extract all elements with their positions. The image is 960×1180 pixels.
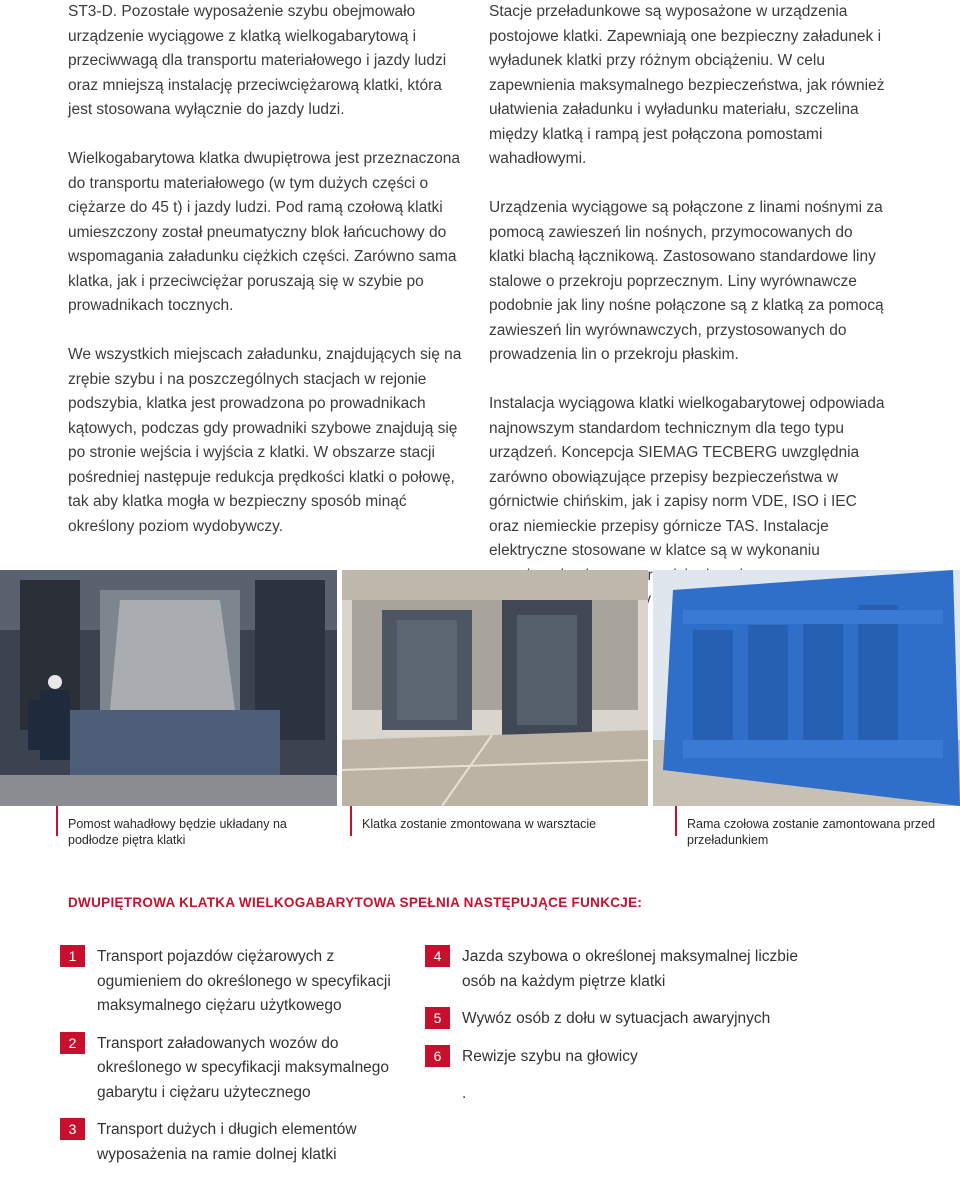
list-item xyxy=(425,1007,825,1032)
paragraph: Urządzenia wyciągowe są połączone z linami nośnymi za pomocą zawieszeń lin nośnych, przymocowanych do klatki blachą łącznikową. Zastosowano standardowe liny stalowe o przekroju poprzecznym. Liny wyrównawcze podobnie jak liny nośne połączone są z klatką za pomocą zawieszeń lin wyrównawczych, przystosowanych do prowadzenia lin o przekroju płaskim. xyxy=(489,199,884,363)
photo-cage-workshop xyxy=(342,570,648,806)
functions-heading: DWUPIĘTROWA KLATKA WIELKOGABARYTOWA SPEŁNIA NASTĘPUJĄCE FUNKCJE: xyxy=(68,895,643,910)
item-text: Wywóz osób z dołu w sytuacjach awaryjnych xyxy=(462,1010,771,1027)
right-text-column xyxy=(489,0,889,637)
list-item xyxy=(60,1118,420,1167)
left-text-column xyxy=(68,0,463,564)
trailing-mark: . xyxy=(462,1085,467,1102)
item-number: 2 xyxy=(60,1032,85,1054)
item-number: 3 xyxy=(60,1118,85,1140)
functions-list-left xyxy=(60,945,420,1180)
item-number: 1 xyxy=(60,945,85,967)
paragraph: ST3-D. Pozostałe wyposażenie szybu obejmowało urządzenie wyciągowe z klatką wielkogabarytową i przeciwwagą dla transportu materiałowego i jazdy ludzi oraz mniejszą instalację przeciwciężarową klatki, która jest stosowana wyłącznie do jazdy ludzi. xyxy=(68,3,447,118)
list-item xyxy=(60,1032,420,1106)
paragraph: Stacje przeładunkowe są wyposażone w urządzenia postojowe klatki. Zapewniają one bezpieczny załadunek i wyładunek klatki przy różnym obciążeniu. W celu zapewnienia maksymalnego bezpieczeństwa, jak również ułatwienia załadunku i wyładunku materiału, szczelina między klatką i rampą jest połączona pomostami wahadłowymi. xyxy=(489,3,885,167)
photo-swing-platform xyxy=(0,570,337,806)
item-text: Transport pojazdów ciężarowych z ogumieniem do określonego w specyfikacji maksymalnego ciężaru użytkowego xyxy=(97,948,391,1014)
paragraph: We wszystkich miejscach załadunku, znajdujących się na zrębie szybu i na poszczególnych stacjach w rejonie podszybia, klatka jest prowadzona po prowadnikach kątowych, podczas gdy prowadniki szybowe znajdują się po stronie wejścia i wyjścia z klatki. W obszarze stacji pośredniej następuje redukcja prędkości klatki o połowę, tak aby klatka mogła w bezpieczny sposób minąć określony poziom wydobywczy. xyxy=(68,346,462,535)
item-number: 4 xyxy=(425,945,450,967)
item-text: Transport dużych i długich elementów wyposażenia na ramie dolnej klatki xyxy=(97,1121,357,1163)
functions-list-right xyxy=(425,945,825,1107)
photo-caption: Klatka zostanie zmontowana w warsztacie xyxy=(350,806,650,832)
photo-caption: Rama czołowa zostanie zamontowana przed przeładunkiem xyxy=(675,806,955,848)
list-item xyxy=(60,945,420,1019)
item-number: 5 xyxy=(425,1007,450,1029)
photo-strip xyxy=(0,570,960,806)
item-text: Jazda szybowa o określonej maksymalnej liczbie osób na każdym piętrze klatki xyxy=(462,948,798,990)
list-item xyxy=(425,1045,825,1070)
item-text: Rewizje szybu na głowicy xyxy=(462,1047,638,1065)
item-text: Transport załadowanych wozów do określonego w specyfikacji maksymalnego gabarytu i ciężaru użytecznego xyxy=(97,1034,390,1101)
paragraph: Instalacja wyciągowa klatki wielkogabarytowej odpowiada najnowszym standardom technicznym dla tego typu urządzeń. Koncepcja SIEMAG TECBERG uwzględnia zarówno obowiązujące przepisy bezpieczeństwa w górnictwie chińskim, jak i zapisy norm VDE, ISO i IEC oraz niemieckie przepisy górnicze TAS. Instalacje elektryczne stosowane w klatce są w wykonaniu xyxy=(489,395,885,559)
paragraph: Wielkogabarytowa klatka dwupiętrowa jest przeznaczona do transportu materiałowego (w tym dużych części o ciężarze do 45 t) i jazdy ludzi. Pod ramą czołową klatki umieszczony został pneumatyczny blok łańcuchowy do wspomagania załadunku ciężkich części. Zarówno sama klatka, jak i przeciwciężar poruszają się w szybie po prowadnikach tocznych. xyxy=(68,150,461,314)
photo-caption: Pomost wahadłowy będzie układany na podłodze piętra klatki xyxy=(56,806,336,848)
item-number: 6 xyxy=(425,1045,450,1067)
photo-front-frame xyxy=(653,570,960,806)
list-item xyxy=(425,945,825,994)
